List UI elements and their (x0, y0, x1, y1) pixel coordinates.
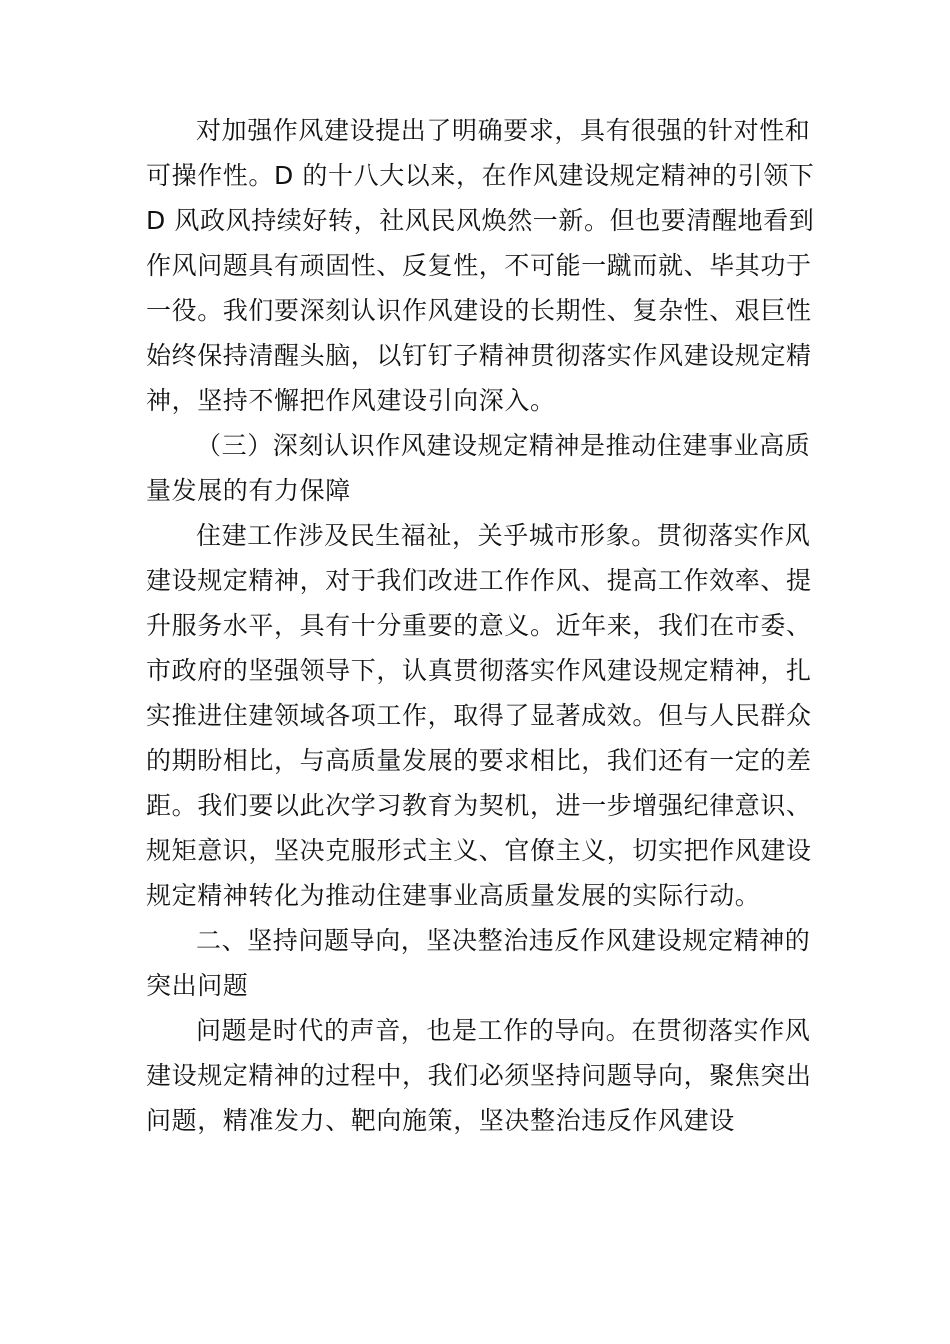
paragraph-line: 问题，精准发力、靶向施策，坚决整治违反作风建设 (146, 1106, 735, 1135)
section-heading-line: 量发展的有力保障 (146, 476, 351, 505)
paragraph-line: 一役。我们要深刻认识作风建设的长期性、复杂性、艰巨性 (146, 296, 812, 325)
paragraph-line: 距。我们要以此次学习教育为契机，进一步增强纪律意识、 (146, 791, 812, 820)
paragraph-line: 可操作性。D 的十八大以来，在作风建设规定精神的引领下 (146, 161, 815, 190)
paragraph-line: 问题是时代的声音，也是工作的导向。在贯彻落实作风 (196, 1016, 811, 1045)
paragraph-line: 实推进住建领域各项工作，取得了显著成效。但与人民群众 (146, 701, 812, 730)
body-text (146, 108, 815, 1143)
paragraph-line: 市政府的坚强领导下，认真贯彻落实作风建设规定精神，扎 (146, 656, 812, 685)
paragraph-line: 建设规定精神的过程中，我们必须坚持问题导向，聚焦突出 (146, 1061, 812, 1090)
section-heading-line: （三）深刻认识作风建设规定精神是推动住建事业高质 (196, 431, 811, 460)
section-heading-line: 突出问题 (146, 971, 249, 1000)
section-heading-line: 二、坚持问题导向，坚决整治违反作风建设规定精神的 (196, 926, 811, 955)
paragraph-line: 作风问题具有顽固性、反复性，不可能一蹴而就、毕其功于 (146, 251, 812, 280)
paragraph-line: 升服务水平，具有十分重要的意义。近年来，我们在市委、 (146, 611, 812, 640)
paragraph-line: D 风政风持续好转，社风民风焕然一新。但也要清醒地看到 (146, 206, 815, 235)
paragraph-line: 的期盼相比，与高质量发展的要求相比，我们还有一定的差 (146, 746, 812, 775)
paragraph-line: 神，坚持不懈把作风建设引向深入。 (146, 386, 556, 415)
paragraph-line: 规矩意识，坚决克服形式主义、官僚主义，切实把作风建设 (146, 836, 812, 865)
paragraph-line: 住建工作涉及民生福祉，关乎城市形象。贯彻落实作风 (196, 521, 811, 550)
paragraph-line: 规定精神转化为推动住建事业高质量发展的实际行动。 (146, 881, 761, 910)
paragraph-line: 对加强作风建设提出了明确要求，具有很强的针对性和 (196, 116, 811, 145)
paragraph-line: 建设规定精神，对于我们改进工作作风、提高工作效率、提 (146, 566, 812, 595)
paragraph-line: 始终保持清醒头脑，以钉钉子精神贯彻落实作风建设规定精 (146, 341, 812, 370)
